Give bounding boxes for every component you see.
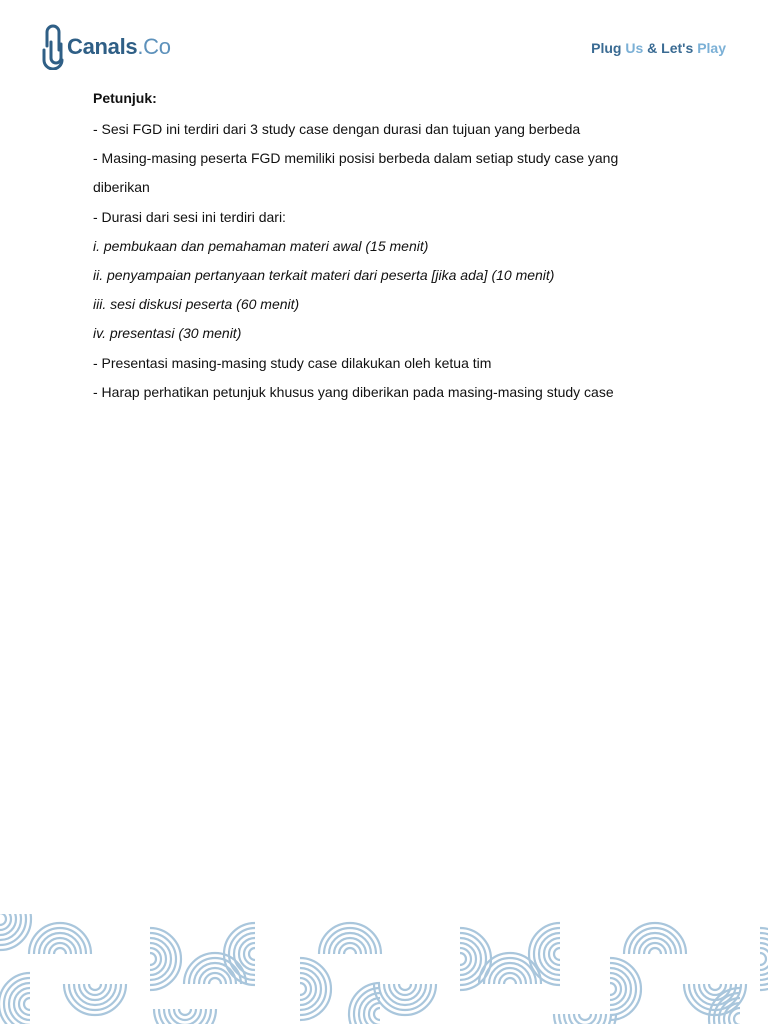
pattern-arc (249, 948, 255, 960)
tagline: Plug Us & Let's Play (591, 40, 726, 56)
pattern-arc (504, 978, 516, 984)
duration-item: i. pembukaan dan pemahaman materi awal (15 menit) (93, 237, 429, 254)
pattern-arc (629, 928, 681, 954)
pattern-arc (610, 983, 616, 995)
pattern-arc (734, 1013, 740, 1024)
pattern-arc (460, 953, 466, 965)
wave-pattern-decoration (0, 914, 768, 1024)
pattern-arc (54, 948, 66, 954)
instruction-line: - Harap perhatikan petunjuk khusus yang diberikan pada masing-masing study case (93, 383, 614, 400)
instructions-section (93, 86, 693, 407)
instruction-line: - Sesi FGD ini terdiri dari 3 study case dengan durasi dan tujuan yang berbeda (93, 121, 581, 137)
pattern-arc (24, 998, 30, 1010)
instructions-title: Petunjuk: (93, 90, 157, 106)
pattern-arc (150, 953, 156, 965)
pattern-arc (709, 984, 721, 990)
instruction-line: diberikan (93, 179, 150, 196)
duration-item: ii. penyampaian pertanyaan terkait materi dari peserta [jika ada] (10 menit) (93, 267, 555, 284)
pattern-arc (649, 948, 661, 954)
canals-logo-mark-icon (42, 24, 64, 70)
pattern-arc (554, 948, 560, 960)
pattern-arc (760, 953, 766, 965)
pattern-arc (344, 948, 356, 954)
pattern-arc (159, 1009, 211, 1024)
instruction-line: - Durasi dari sesi ini terdiri dari: (93, 208, 286, 225)
pattern-arc (374, 1008, 380, 1020)
pattern-arc (69, 984, 121, 1010)
pattern-arc (0, 914, 6, 925)
pattern-arc (579, 1014, 591, 1020)
canals-logo (42, 24, 171, 70)
pattern-arc (179, 1009, 191, 1015)
instruction-line: - Masing-masing peserta FGD memiliki posisi berbeda dalam setiap study case yang (93, 150, 619, 167)
pattern-arc (89, 984, 101, 990)
duration-item: iii. sesi diskusi peserta (60 menit) (93, 296, 300, 313)
pattern-arc (209, 978, 221, 984)
duration-item: iv. presentasi (30 menit) (93, 325, 242, 342)
page-header (0, 0, 768, 80)
logo-wordmark: Canals.Co (67, 34, 171, 59)
pattern-arc (399, 984, 411, 990)
instruction-line: - Presentasi masing-masing study case dilakukan oleh ketua tim (93, 354, 492, 371)
pattern-arc (300, 983, 306, 995)
